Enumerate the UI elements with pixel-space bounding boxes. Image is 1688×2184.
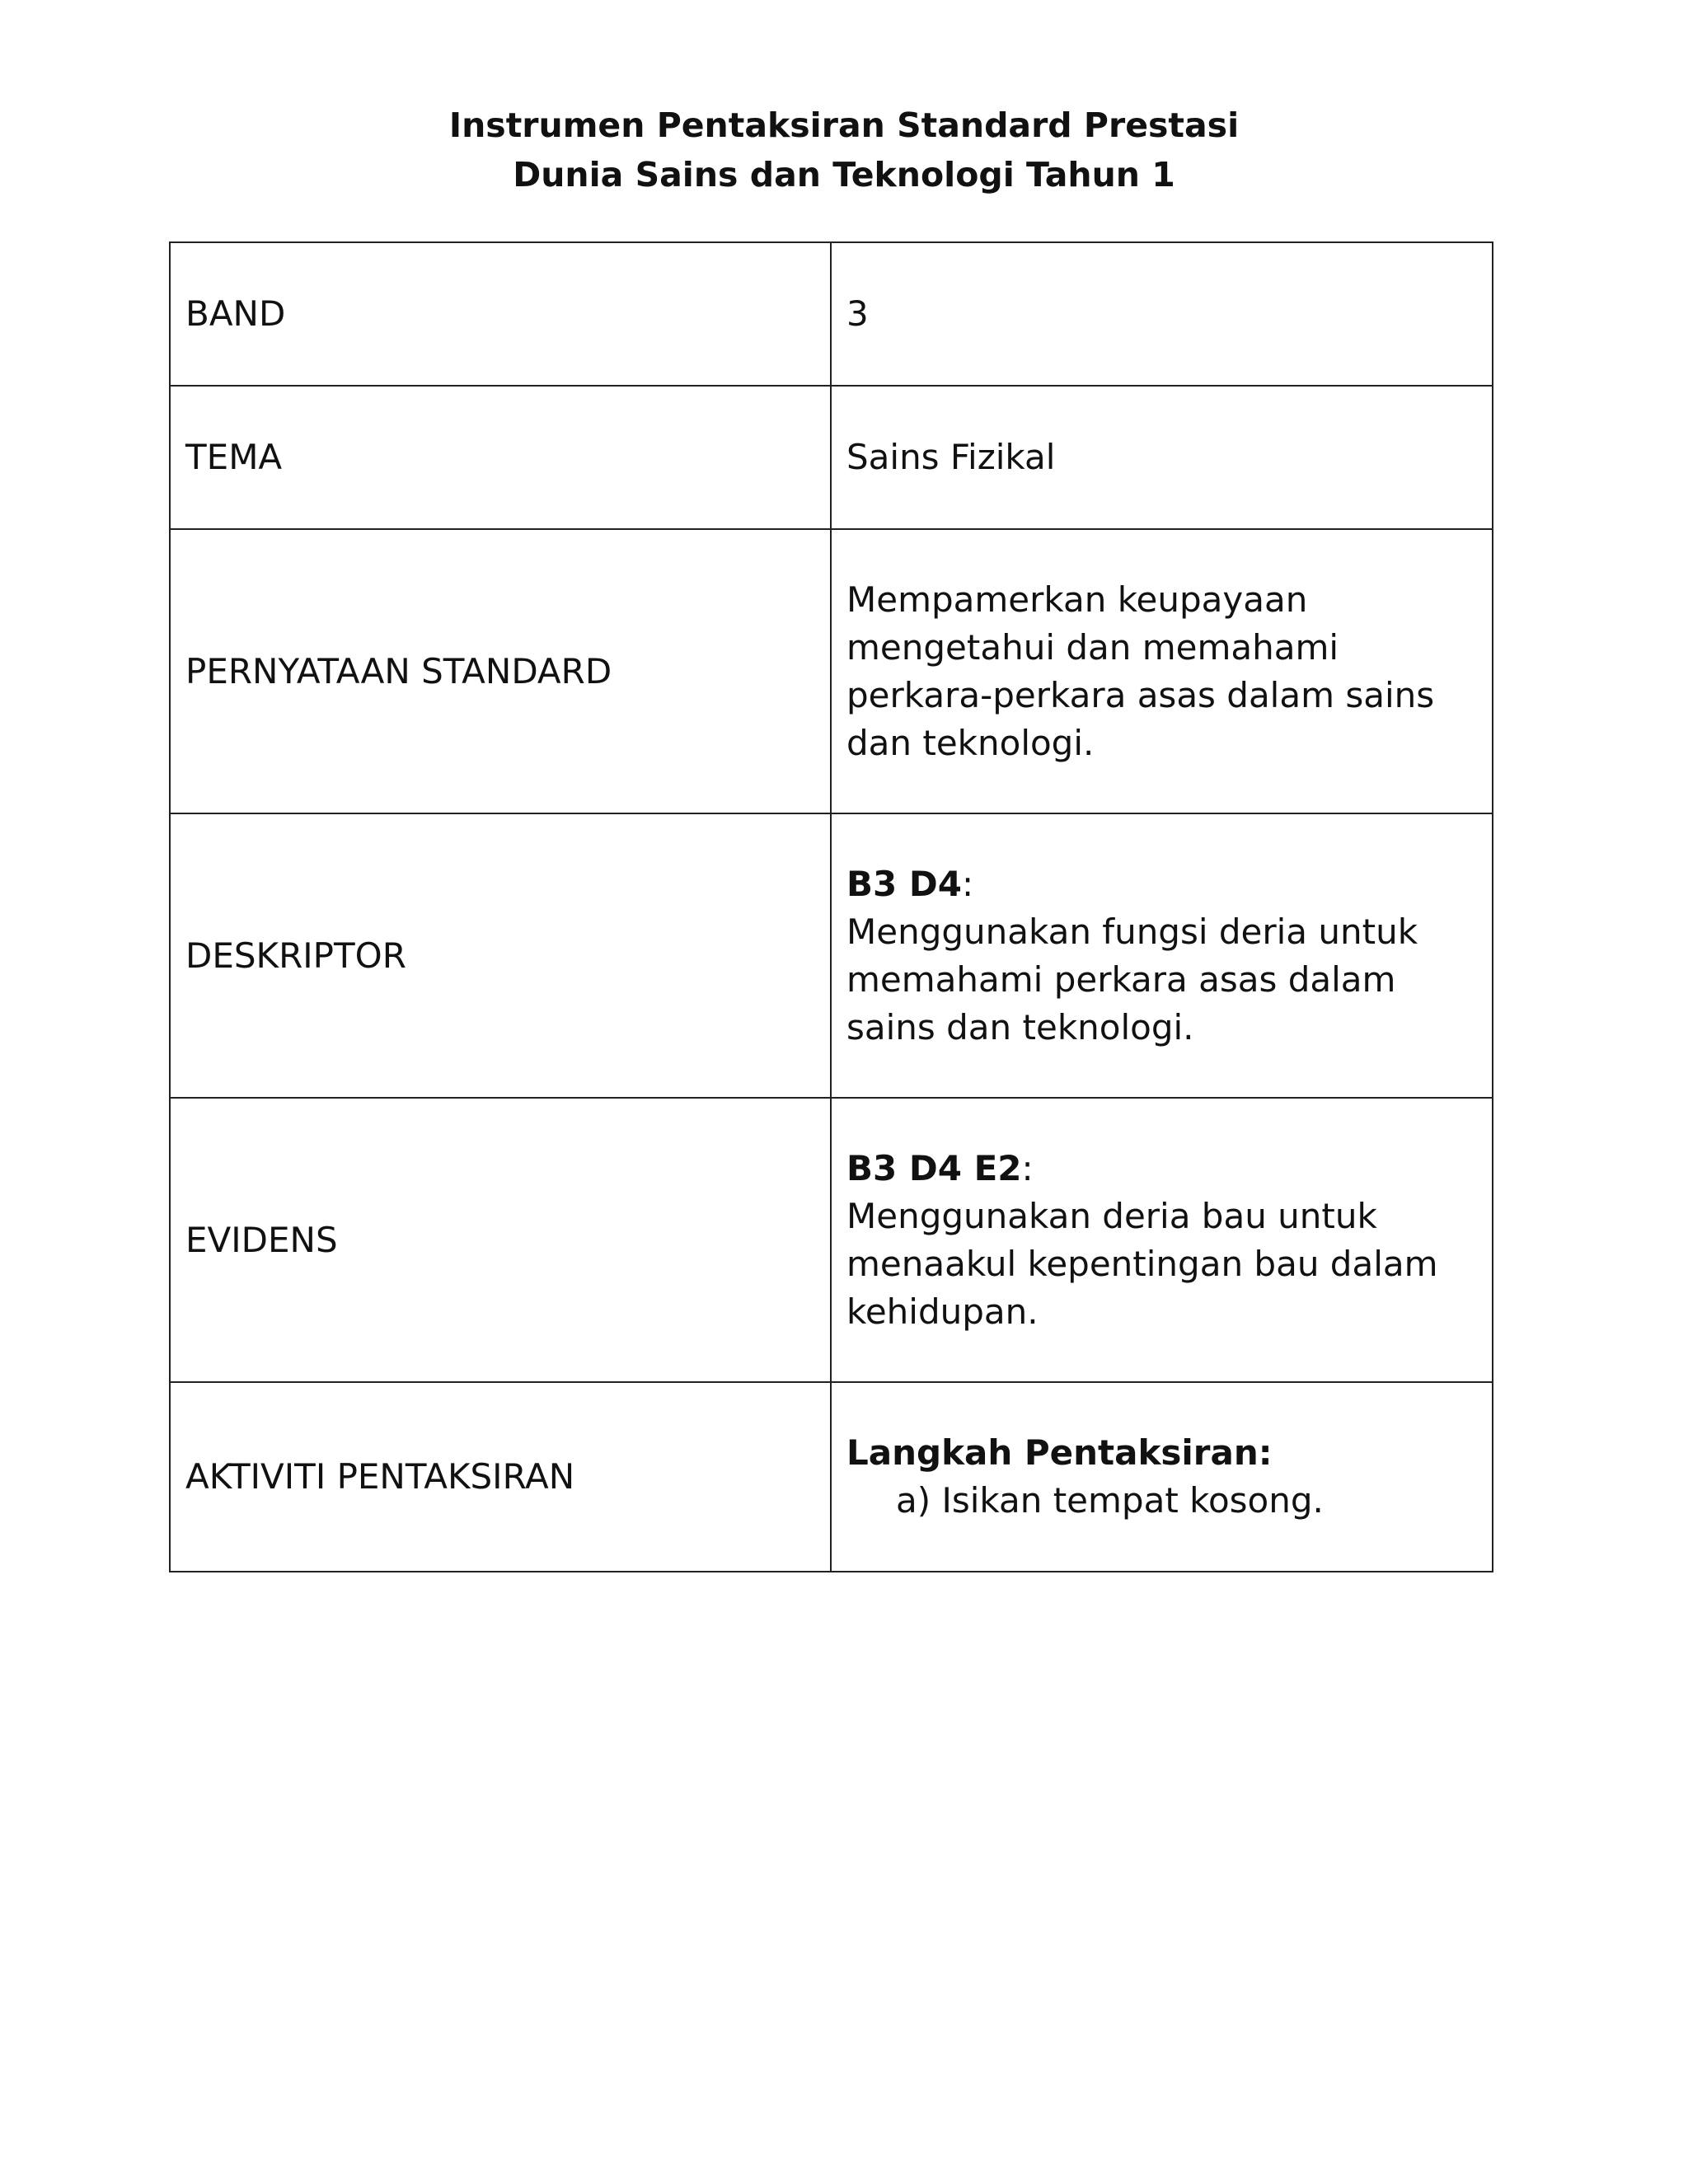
row-label <box>170 1382 831 1572</box>
row-value <box>831 386 1493 529</box>
row-label <box>170 813 831 1098</box>
tema-value: Sains Fizikal <box>846 437 1056 477</box>
table-row-tema <box>170 386 1493 529</box>
row-label <box>170 1098 831 1382</box>
deskriptor-code: B3 D4 <box>846 863 962 904</box>
band-label: BAND <box>185 293 286 334</box>
table-row-pernyataan-standard <box>170 529 1493 813</box>
aktiviti-pentaksiran-label: AKTIVITI PENTAKSIRAN <box>185 1456 575 1497</box>
table-row-evidens <box>170 1098 1493 1382</box>
document-title <box>0 101 1688 199</box>
row-label <box>170 242 831 386</box>
row-value <box>831 813 1493 1098</box>
pernyataan-standard-value: Mempamerkan keupayaan mengetahui dan memahami perkara-perkara asas dalam sains dan teknologi. <box>846 579 1435 763</box>
deskriptor-code-line <box>846 860 1477 908</box>
row-label <box>170 529 831 813</box>
evidens-code-line <box>846 1145 1477 1193</box>
row-value <box>831 529 1493 813</box>
deskriptor-label: DESKRIPTOR <box>185 935 406 976</box>
langkah-pentaksiran-item: a) Isikan tempat kosong. <box>896 1480 1324 1521</box>
deskriptor-value: Menggunakan fungsi deria untuk memahami perkara asas dalam sains dan teknologi. <box>846 911 1418 1047</box>
tema-label: TEMA <box>185 437 283 477</box>
assessment-table <box>169 241 1493 1572</box>
deskriptor-colon: : <box>961 863 974 904</box>
langkah-pentaksiran-title: Langkah Pentaksiran: <box>846 1432 1273 1473</box>
evidens-colon: : <box>1021 1147 1034 1188</box>
table-row-band <box>170 242 1493 386</box>
row-value <box>831 1098 1493 1382</box>
table-row-aktiviti-pentaksiran <box>170 1382 1493 1572</box>
evidens-value: Menggunakan deria bau untuk menaakul kepentingan bau dalam kehidupan. <box>846 1195 1438 1332</box>
evidens-code: B3 D4 E2 <box>846 1147 1022 1188</box>
pernyataan-standard-label: PERNYATAAN STANDARD <box>185 650 612 691</box>
evidens-label: EVIDENS <box>185 1219 338 1260</box>
row-value <box>831 242 1493 386</box>
row-value <box>831 1382 1493 1572</box>
title-line-1: Instrumen Pentaksiran Standard Prestasi <box>448 105 1240 145</box>
row-label <box>170 386 831 529</box>
title-line-2: Dunia Sains dan Teknologi Tahun 1 <box>513 155 1175 194</box>
table-row-deskriptor <box>170 813 1493 1098</box>
band-value: 3 <box>846 293 869 334</box>
